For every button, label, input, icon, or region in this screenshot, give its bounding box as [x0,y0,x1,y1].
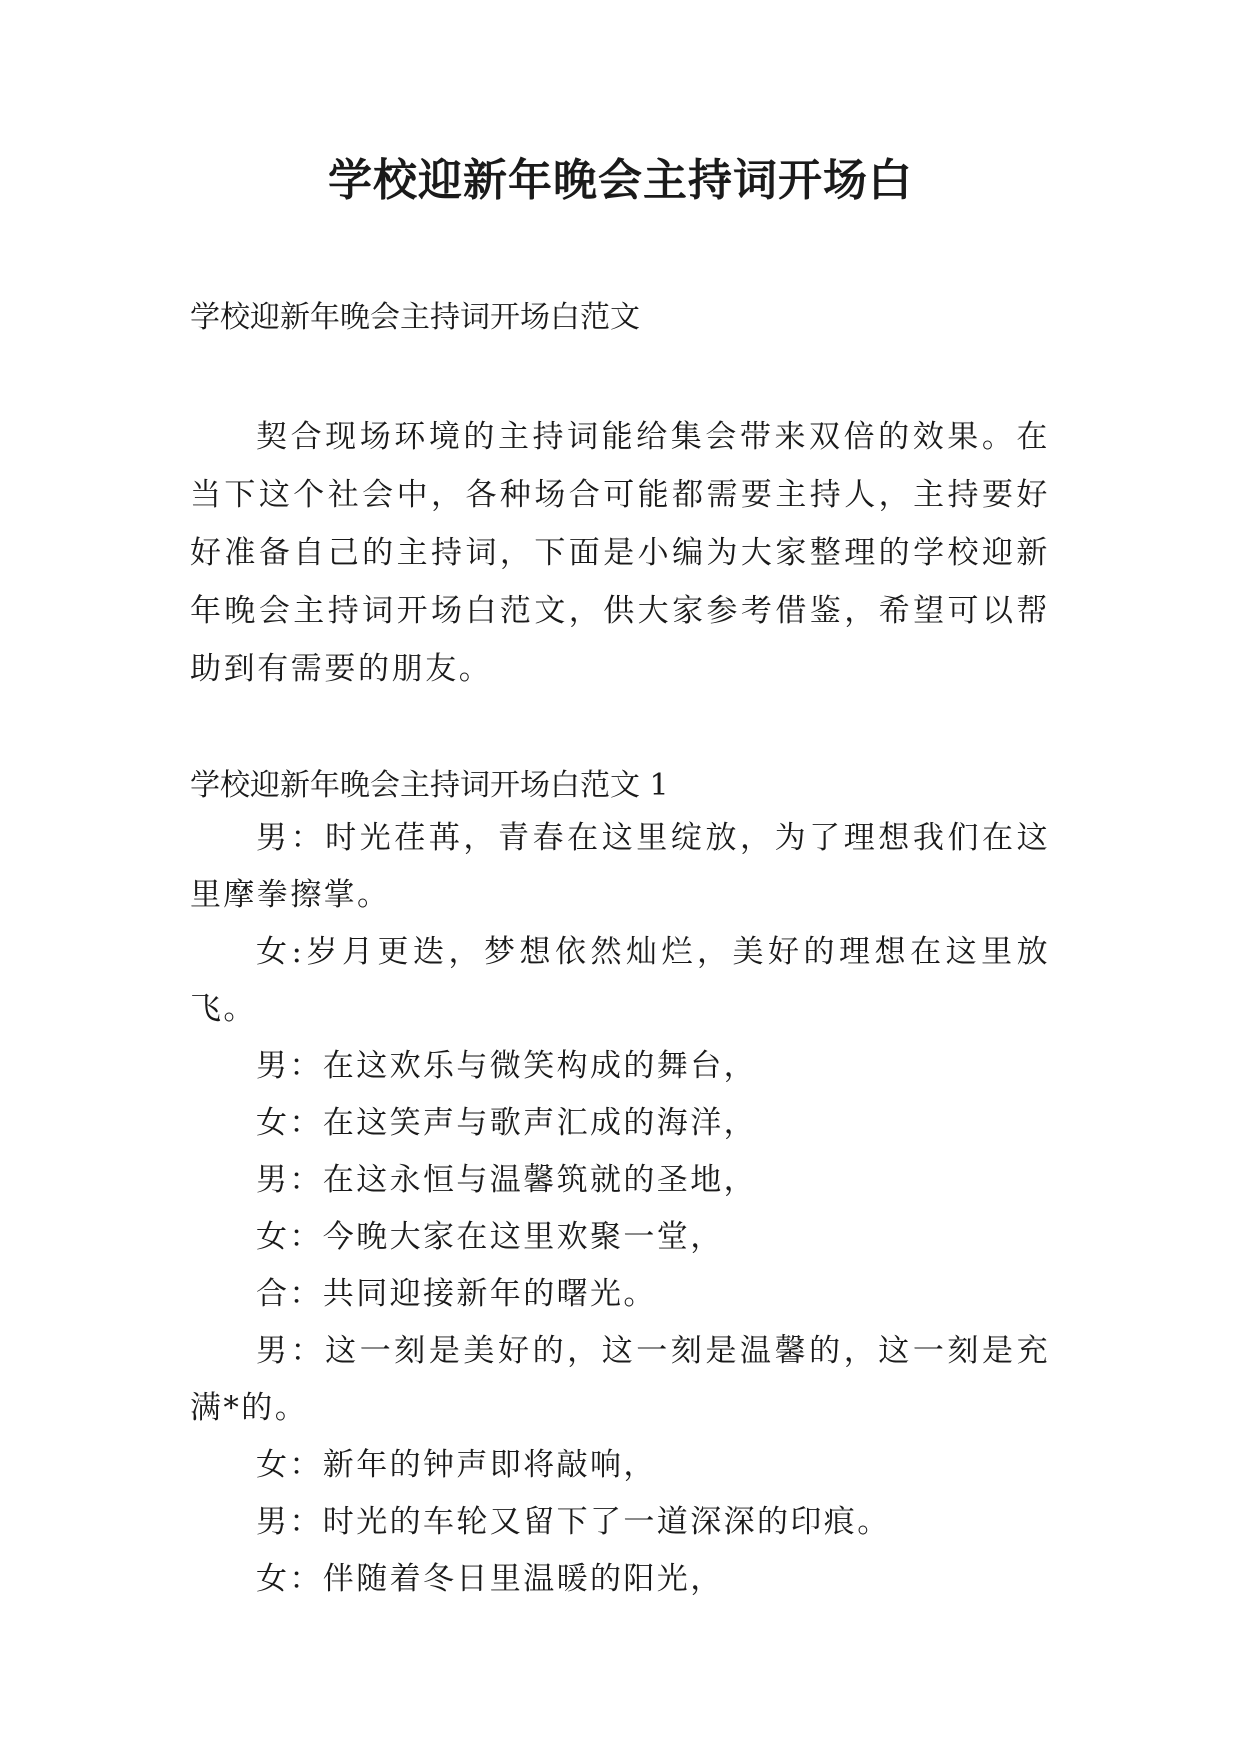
dialogue-line: 女：在这笑声与歌声汇成的海洋， [256,1105,757,1141]
dialogue-line: 女：今晚大家在这里欢聚一堂， [256,1219,724,1255]
intro-paragraph: 契合现场环境的主持词能给集会带来双倍的效果。在当下这个社会中，各种场合可能都需要主持人，主持要好好准备自己的主持词，下面是小编为大家整理的学校迎新年晚会主持词开场白范文，供大家参考借鉴，希望可以帮助到有需要的朋友。 [190,419,1050,687]
dialogue-line: 女：伴随着冬日里温暖的阳光， [256,1561,724,1597]
document-title: 学校迎新年晚会主持词开场白 [328,155,913,206]
dialogue-line: 女：新年的钟声即将敲响， [256,1447,657,1483]
dialogue-line: 男：在这欢乐与微笑构成的舞台， [256,1048,757,1084]
dialogue-line: 男：时光的车轮又留下了一道深深的印痕。 [256,1504,891,1540]
section-heading: 学校迎新年晚会主持词开场白范文 1 [190,768,669,803]
dialogue-line: 男：在这永恒与温馨筑就的圣地， [256,1162,757,1198]
dialogue-list [190,810,1050,1608]
dialogue-line: 男：这一刻是美好的，这一刻是温馨的，这一刻是充满*的。 [190,1333,1050,1426]
document-subtitle: 学校迎新年晚会主持词开场白范文 [190,300,640,335]
dialogue-line: 女:岁月更迭，梦想依然灿烂，美好的理想在这里放飞。 [190,934,1050,1027]
dialogue-line: 男：时光荏苒，青春在这里绽放，为了理想我们在这里摩拳擦掌。 [190,820,1050,913]
dialogue-line: 合：共同迎接新年的曙光。 [256,1276,657,1312]
